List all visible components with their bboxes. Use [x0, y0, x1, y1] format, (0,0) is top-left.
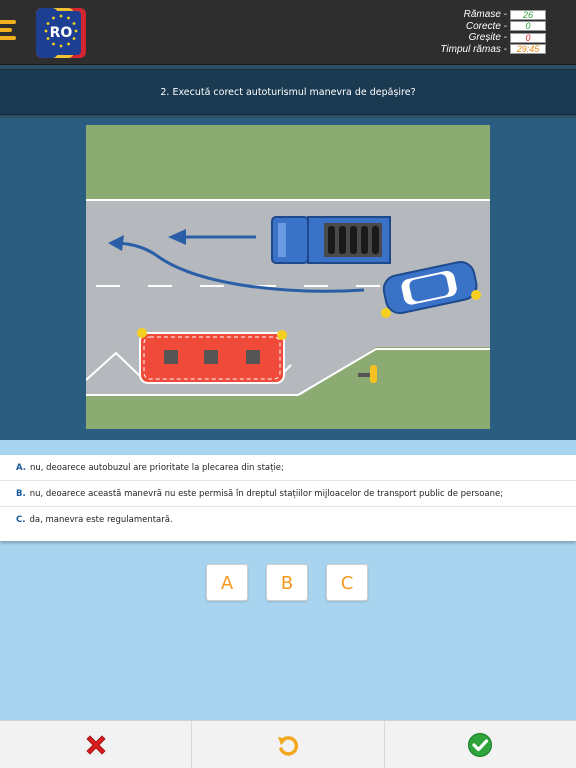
- footer-toolbar: [0, 720, 576, 768]
- stat-value: 29:45: [510, 44, 546, 54]
- bus-graphic: [140, 333, 284, 383]
- check-icon: [467, 732, 493, 758]
- undo-icon: [275, 732, 301, 758]
- stat-value: 26: [510, 10, 546, 20]
- stats-panel: [440, 9, 546, 55]
- choice-a-button[interactable]: A: [206, 564, 248, 601]
- app-header: [0, 0, 576, 65]
- menu-icon[interactable]: [0, 20, 18, 40]
- stat-label: Greșite -: [468, 32, 507, 43]
- traffic-scene-image: [86, 125, 490, 429]
- question-text: 2. Execută corect autoturismul manevra de depășire?: [0, 69, 576, 115]
- romania-flag-badge: [35, 7, 87, 59]
- answers-list: [0, 455, 576, 541]
- stat-label: Corecte -: [465, 20, 507, 32]
- submit-button[interactable]: [385, 721, 576, 768]
- answer-letter: B.: [16, 489, 26, 499]
- stat-correct: [440, 21, 546, 32]
- choice-c-button[interactable]: C: [326, 564, 368, 601]
- close-icon: [83, 732, 109, 758]
- choice-b-button[interactable]: B: [266, 564, 308, 601]
- answer-a[interactable]: [0, 455, 576, 481]
- answer-letter: A.: [16, 463, 26, 473]
- answer-letter: C.: [16, 515, 26, 525]
- image-strip: [0, 440, 576, 454]
- flag-label: RO: [49, 25, 73, 41]
- answer-c[interactable]: [0, 507, 576, 533]
- stat-remaining: [440, 9, 546, 20]
- answer-text: nu, deoarece autobuzul are prioritate la plecarea din stație;: [29, 463, 284, 473]
- answer-b[interactable]: [0, 481, 576, 507]
- reset-button[interactable]: [192, 721, 384, 768]
- stat-label: Rămase -: [463, 9, 507, 20]
- stat-wrong: [440, 32, 546, 43]
- cancel-button[interactable]: [0, 721, 192, 768]
- answer-text: nu, deoarece această manevră nu este permisă în dreptul stațiilor mijloacelor de transport public de persoane;: [29, 489, 504, 499]
- stat-value: 0: [510, 33, 546, 43]
- stat-time-left: [440, 44, 546, 55]
- truck-graphic: [272, 217, 390, 263]
- stat-value: 0: [510, 21, 546, 31]
- stat-label: Timpul rămas -: [440, 43, 507, 55]
- answer-text: da, manevra este regulamentară.: [29, 515, 173, 525]
